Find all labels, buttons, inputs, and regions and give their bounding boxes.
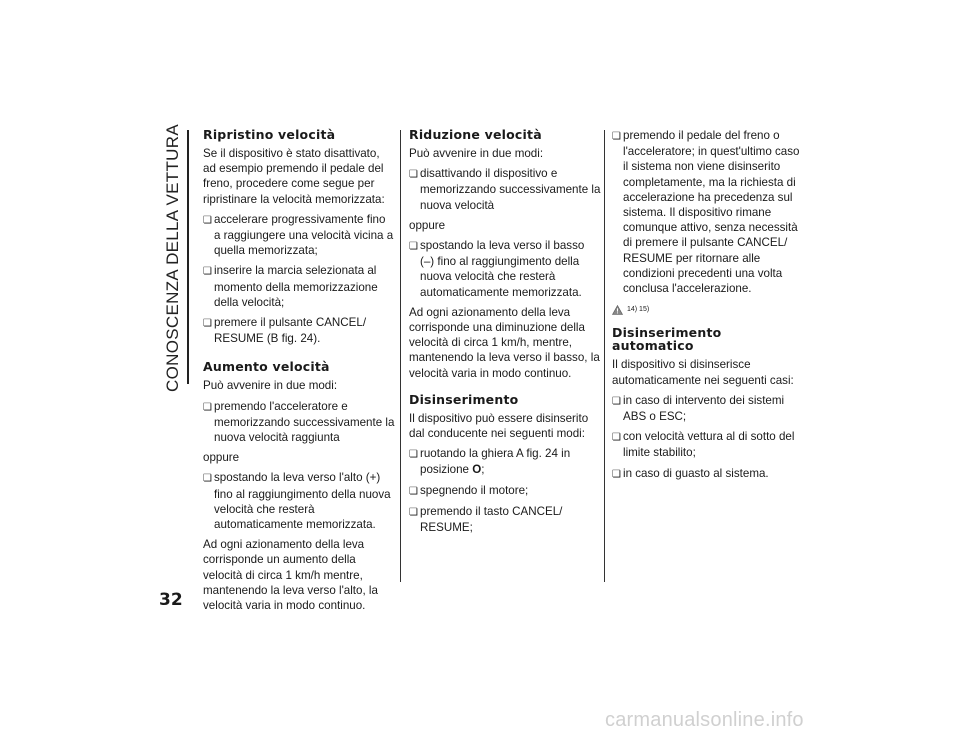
list-item-text: premendo il pedale del freno o l'acceleratore; in quest'ultimo caso il sistema non viene disinserito completamente, ma la richiesta di accelerazione ha precedenza sul sistema. Il dispositivo rimane comunque attivo, senza necessità di premere il pulsante CANCEL/ RESUME per ritornare alle condizioni precedenti una volta conclusa l'accelerazione.	[623, 129, 800, 296]
list-item-text: premendo l'acceleratore e memorizzando successivamente la nuova velocità raggiunta	[214, 399, 395, 445]
column-2	[409, 128, 601, 540]
list-item-text: ruotando la ghiera A fig. 24 in posizione	[420, 447, 571, 477]
list-item-text: spegnendo il motore;	[420, 483, 529, 497]
list-item	[409, 238, 601, 300]
column-1	[203, 128, 395, 618]
warning-triangle-icon	[612, 305, 623, 315]
list-item	[409, 166, 601, 213]
heading-disinserimento-automatico: Disinserimento automatico	[612, 325, 722, 354]
list-item	[409, 446, 601, 477]
checkbox-bullet-icon	[203, 470, 214, 486]
checkbox-bullet-icon	[203, 212, 214, 228]
heading-riduzione-velocita: Riduzione velocità	[409, 127, 542, 142]
list-item-text: inserire la marcia selezionata al momento della memorizzazione della velocità;	[214, 264, 378, 309]
paragraph: Può avvenire in due modi:	[409, 147, 544, 160]
checkbox-bullet-icon	[203, 315, 214, 331]
list-item-text-end: ;	[481, 463, 485, 477]
column-divider	[604, 130, 605, 582]
list-item	[612, 429, 804, 460]
list-item-text: spostando la leva verso l'alto (+) fino al raggiungimento della nuova velocità che resterà automaticamente memorizzata.	[214, 471, 391, 532]
list-item-text: accelerare progressivamente fino a raggiungere una velocità vicina a quella memorizzata;	[214, 212, 394, 258]
heading-disinserimento: Disinserimento	[409, 391, 519, 407]
list-item	[203, 212, 395, 259]
list-item	[612, 128, 804, 296]
list-item	[203, 315, 395, 346]
list-item	[203, 263, 395, 310]
page-number: 32	[159, 590, 183, 610]
list-item	[409, 504, 601, 535]
side-divider	[187, 130, 189, 384]
heading-aumento-velocita: Aumento velocità	[203, 359, 330, 375]
list-item-text: disattivando il dispositivo e memorizzando successivamente la nuova velocità	[420, 167, 601, 212]
list-item-text: in caso di guasto al sistema.	[623, 466, 769, 480]
list-item	[203, 470, 395, 532]
section-side-title-text: CONOSCENZA DELLA VETTURA	[163, 124, 182, 392]
paragraph: Il dispositivo può essere disinserito dal conducente nei seguenti modi:	[409, 411, 589, 441]
watermark: carmanualsonline.info	[605, 709, 804, 731]
checkbox-bullet-icon	[203, 263, 214, 279]
paragraph: Il dispositivo si disinserisce automaticamente nei seguenti casi:	[612, 358, 794, 387]
column-3	[612, 128, 804, 487]
list-item-text: spostando la leva verso il basso (–) fino al raggiungimento della nuova velocità che resterà automaticamente memorizzata.	[420, 239, 585, 299]
list-item	[612, 393, 804, 424]
paragraph-oppure: oppure	[409, 218, 446, 232]
checkbox-bullet-icon	[612, 429, 623, 445]
list-item-text: premere il pulsante CANCEL/ RESUME (B fig. 24).	[214, 316, 367, 346]
heading-ripristino-velocita: Ripristino velocità	[203, 127, 336, 142]
paragraph: Può avvenire in due modi:	[203, 379, 338, 393]
list-item	[612, 466, 804, 482]
list-item-text: in caso di intervento dei sistemi ABS o ESC;	[623, 393, 785, 424]
list-item	[409, 483, 601, 499]
list-item	[203, 399, 395, 446]
list-item-text: premendo il tasto CANCEL/ RESUME;	[420, 504, 563, 535]
checkbox-bullet-icon	[612, 128, 623, 144]
checkbox-bullet-icon	[409, 446, 420, 462]
checkbox-bullet-icon	[409, 483, 420, 499]
paragraph: Se il dispositivo è stato disattivato, ad esempio premendo il pedale del freno, procedere come segue per ripristinare la velocità memorizzata:	[203, 147, 385, 206]
section-side-title	[158, 124, 188, 392]
column-divider	[400, 130, 401, 582]
warning-reference-numbers: 14) 15)	[627, 306, 650, 314]
position-o-label: O	[472, 463, 482, 477]
checkbox-bullet-icon	[612, 393, 623, 409]
checkbox-bullet-icon	[612, 466, 623, 482]
checkbox-bullet-icon	[409, 166, 420, 182]
warning-reference	[612, 302, 804, 317]
checkbox-bullet-icon	[203, 399, 214, 415]
paragraph-oppure: oppure	[203, 451, 240, 465]
paragraph: Ad ogni azionamento della leva corrisponde un aumento della velocità di circa 1 km/h mentre, mantenendo la leva verso l'alto, la velocità varia in modo continuo.	[203, 538, 378, 613]
checkbox-bullet-icon	[409, 238, 420, 254]
list-item-text: con velocità vettura al di sotto del limite stabilito;	[623, 430, 795, 460]
paragraph: Ad ogni azionamento della leva corrisponde una diminuzione della velocità di circa 1 km/h, mentre, mantenendo la leva verso il basso, la velocità varia in modo continuo.	[409, 305, 600, 380]
checkbox-bullet-icon	[409, 504, 420, 520]
